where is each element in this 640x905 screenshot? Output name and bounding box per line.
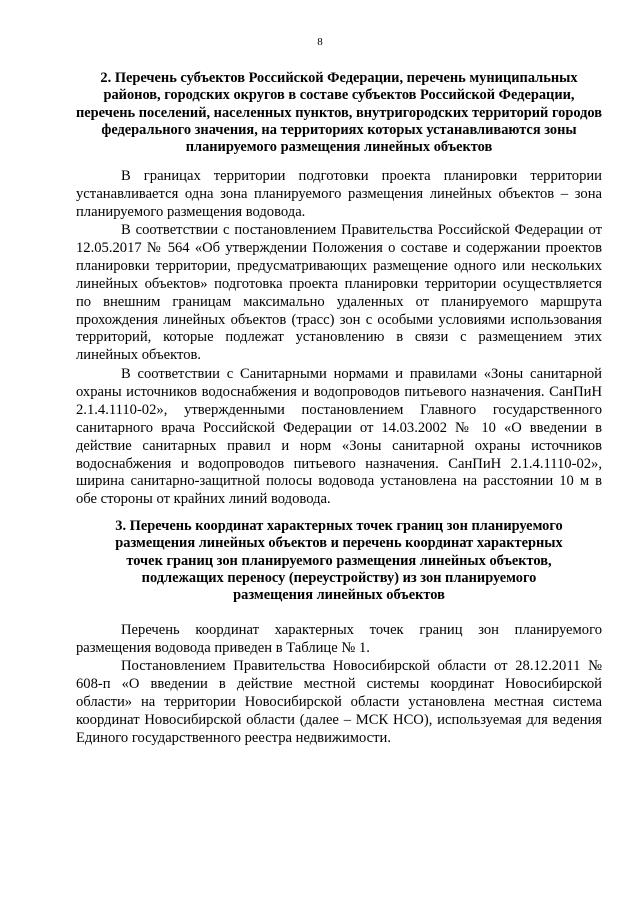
page-number: 8 — [317, 36, 323, 48]
section-2-paragraph-2: В соответствии с постановлением Правительства Российской Федерации от 12.05.2017 № 564 «Об утверждении Положения о составе и содержании проектов планировки территории, предусматривающих размещение одного или нескольких линейных объектов» подготовка проекта планировки территории осуществляется по внешним границам максимально удаленных от планируемого маршрута прохождения линейных объектов (трасс) зон с особыми условиями использования территорий, которые подлежат установлению в связи с размещением этих линейных объектов. — [76, 222, 602, 364]
section-3-paragraph-2: Постановлением Правительства Новосибирской области от 28.12.2011 № 608-п «О введении в действие местной системы координат Новосибирской области» на территории Новосибирской области установлена местная система координат Новосибирской области (далее – МСК НСО), используемая для ведения Единого государственного реестра недвижимости. — [76, 658, 602, 746]
section-2-paragraph-1: В границах территории подготовки проекта планировки территории устанавливается одна зона планируемого размещения линейных объектов – зона планируемого размещения водовода. — [76, 168, 602, 220]
section-2-paragraph-3: В соответствии с Санитарными нормами и правилами «Зоны санитарной охраны источников водоснабжения и водопроводов питьевого назначения. СанПиН 2.1.4.1110-02», утвержденными постановлением Главного государственного санитарного врача Российской Федерации от 14.03.2002 № 10 «О введении в действие санитарных правил и норм «Зоны санитарной охраны источников водоснабжения и водопроводов питьевого назначения. СанПиН 2.1.4.1110-02», ширина санитарно-защитной полосы водовода установлена на расстоянии 10 м в обе стороны от крайних линий водовода. — [76, 366, 602, 508]
section-2-heading: 2. Перечень субъектов Российской Федерации, перечень муниципальных районов, городских округов в составе субъектов Российской Федерации, перечень поселений, населенных пунктов, внутригородских территорий городов федерального значения, на территориях которых устанавливаются зоны планируемого размещения линейных объектов — [76, 70, 602, 156]
section-3-heading: 3. Перечень координат характерных точек границ зон планируемого размещения линейных объектов и перечень координат характерных точек границ зон планируемого размещения линейных объектов, подлежащих переносу (переустройству) из зон планируемого размещения линейных объектов — [115, 518, 563, 604]
section-3-paragraph-1: Перечень координат характерных точек границ зон планируемого размещения водовода приведен в Таблице № 1. — [76, 622, 602, 656]
